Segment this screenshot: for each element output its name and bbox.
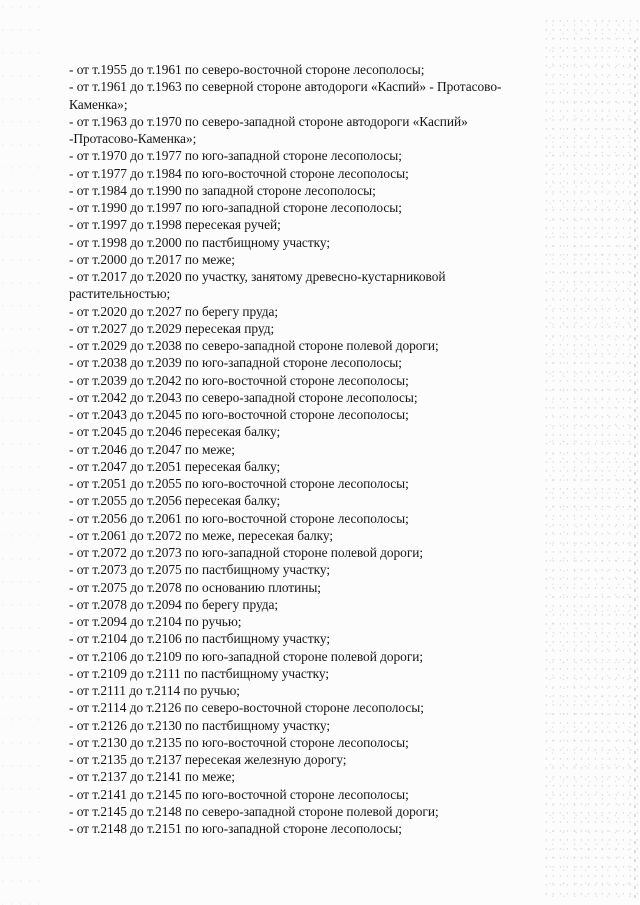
text-line: - от т.2045 до т.2046 пересекая балку; (69, 424, 281, 440)
text-line: - от т.2038 до т.2039 по юго-западной стороне лесополосы; (69, 355, 402, 371)
text-line: - от т.2072 до т.2073 по юго-западной стороне полевой дороги; (69, 545, 424, 560)
text-line: - от т.1998 до т.2000 по пастбищному участку; (69, 234, 331, 250)
text-line: - от т.2056 до т.2061 по юго-восточной стороне лесополосы; (69, 510, 409, 526)
text-line: - от т.2106 до т.2109 по юго-западной стороне полевой дороги; (69, 648, 424, 664)
text-line: - от т.1977 до т.1984 по юго-восточной стороне лесополосы; (69, 165, 409, 181)
text-line: - от т.2114 до т.2126 по северо-восточной стороне лесополосы; (69, 700, 424, 716)
text-line: - от т.2094 до т.2104 по ручью; (69, 614, 242, 629)
text-line: растительностью; (69, 286, 171, 302)
text-line: - от т.2137 до т.2141 по меже; (69, 769, 235, 785)
text-line: - от т.2020 до т.2027 по берегу пруда; (69, 303, 279, 319)
text-line: - от т.2135 до т.2137 пересекая железную дорогу; (69, 752, 347, 767)
scan-noise-right (545, 20, 640, 900)
text-line: - от т.2073 до т.2075 по пастбищному участку; (69, 562, 331, 578)
text-line: - от т.1990 до т.1997 по юго-западной стороне лесополосы; (69, 200, 402, 215)
text-line: - от т.2078 до т.2094 по берегу пруда; (69, 596, 279, 612)
text-line: - от т.2047 до т.2051 пересекая балку; (69, 458, 281, 474)
text-line: - от т.2000 до т.2017 по меже; (69, 251, 235, 267)
text-line: - от т.1984 до т.1990 по западной стороне лесополосы; (69, 182, 376, 198)
scan-noise-left (0, 0, 40, 905)
text-line: - от т.2141 до т.2145 по юго-восточной стороне лесополосы; (69, 786, 409, 802)
text-line: - от т.1970 до т.1977 по юго-западной стороне лесополосы; (69, 148, 402, 164)
text-line: - от т.2027 до т.2029 пересекая пруд; (69, 320, 275, 336)
text-line: - от т.2104 до т.2106 по пастбищному участку; (69, 631, 331, 647)
text-line: - от т.2130 до т.2135 по юго-восточной стороне лесополосы; (69, 734, 409, 750)
text-line: - от т.2145 до т.2148 по северо-западной стороне полевой дороги; (69, 803, 439, 819)
text-line: - от т.2148 до т.2151 по юго-западной стороне лесополосы; (69, 821, 402, 836)
text-line: - от т.2075 до т.2078 по основанию плотины; (69, 579, 321, 595)
text-line: - от т.1955 до т.1961 по северо-восточной стороне лесополосы; (69, 62, 425, 77)
text-line: - от т.2051 до т.2055 по юго-восточной стороне лесополосы; (69, 476, 409, 491)
text-line: - от т.2111 до т.2114 по ручью; (69, 683, 240, 698)
text-line: - от т.2043 до т.2045 по юго-восточной стороне лесополосы; (69, 407, 409, 422)
text-line: -Протасово-Каменка»; (69, 131, 197, 146)
text-line: - от т.2046 до т.2047 по меже; (69, 441, 235, 457)
text-line: - от т.2042 до т.2043 по северо-западной стороне лесополосы; (69, 389, 418, 405)
text-line: - от т.2039 до т.2042 по юго-восточной стороне лесополосы; (69, 372, 409, 388)
text-line: - от т.1997 до т.1998 пересекая ручей; (69, 217, 281, 233)
text-line: - от т.1963 до т.1970 по северо-западной стороне автодороги «Каспий» (69, 113, 468, 129)
text-line: - от т.2017 до т.2020 по участку, занятому древесно-кустарниковой (69, 269, 446, 284)
scan-edge-right (634, 40, 636, 900)
text-line: Каменка»; (69, 96, 128, 112)
text-line: - от т.1961 до т.1963 по северной стороне автодороги «Каспий» - Протасово- (69, 79, 502, 95)
text-line: - от т.2055 до т.2056 пересекая балку; (69, 493, 281, 509)
text-line: - от т.2029 до т.2038 по северо-западной стороне полевой дороги; (69, 338, 439, 353)
text-line: - от т.2126 до т.2130 по пастбищному участку; (69, 717, 331, 733)
boundary-description-list (69, 61, 539, 837)
text-line: - от т.2061 до т.2072 по меже, пересекая балку; (69, 527, 334, 543)
text-line: - от т.2109 до т.2111 по пастбищному участку; (69, 665, 330, 681)
